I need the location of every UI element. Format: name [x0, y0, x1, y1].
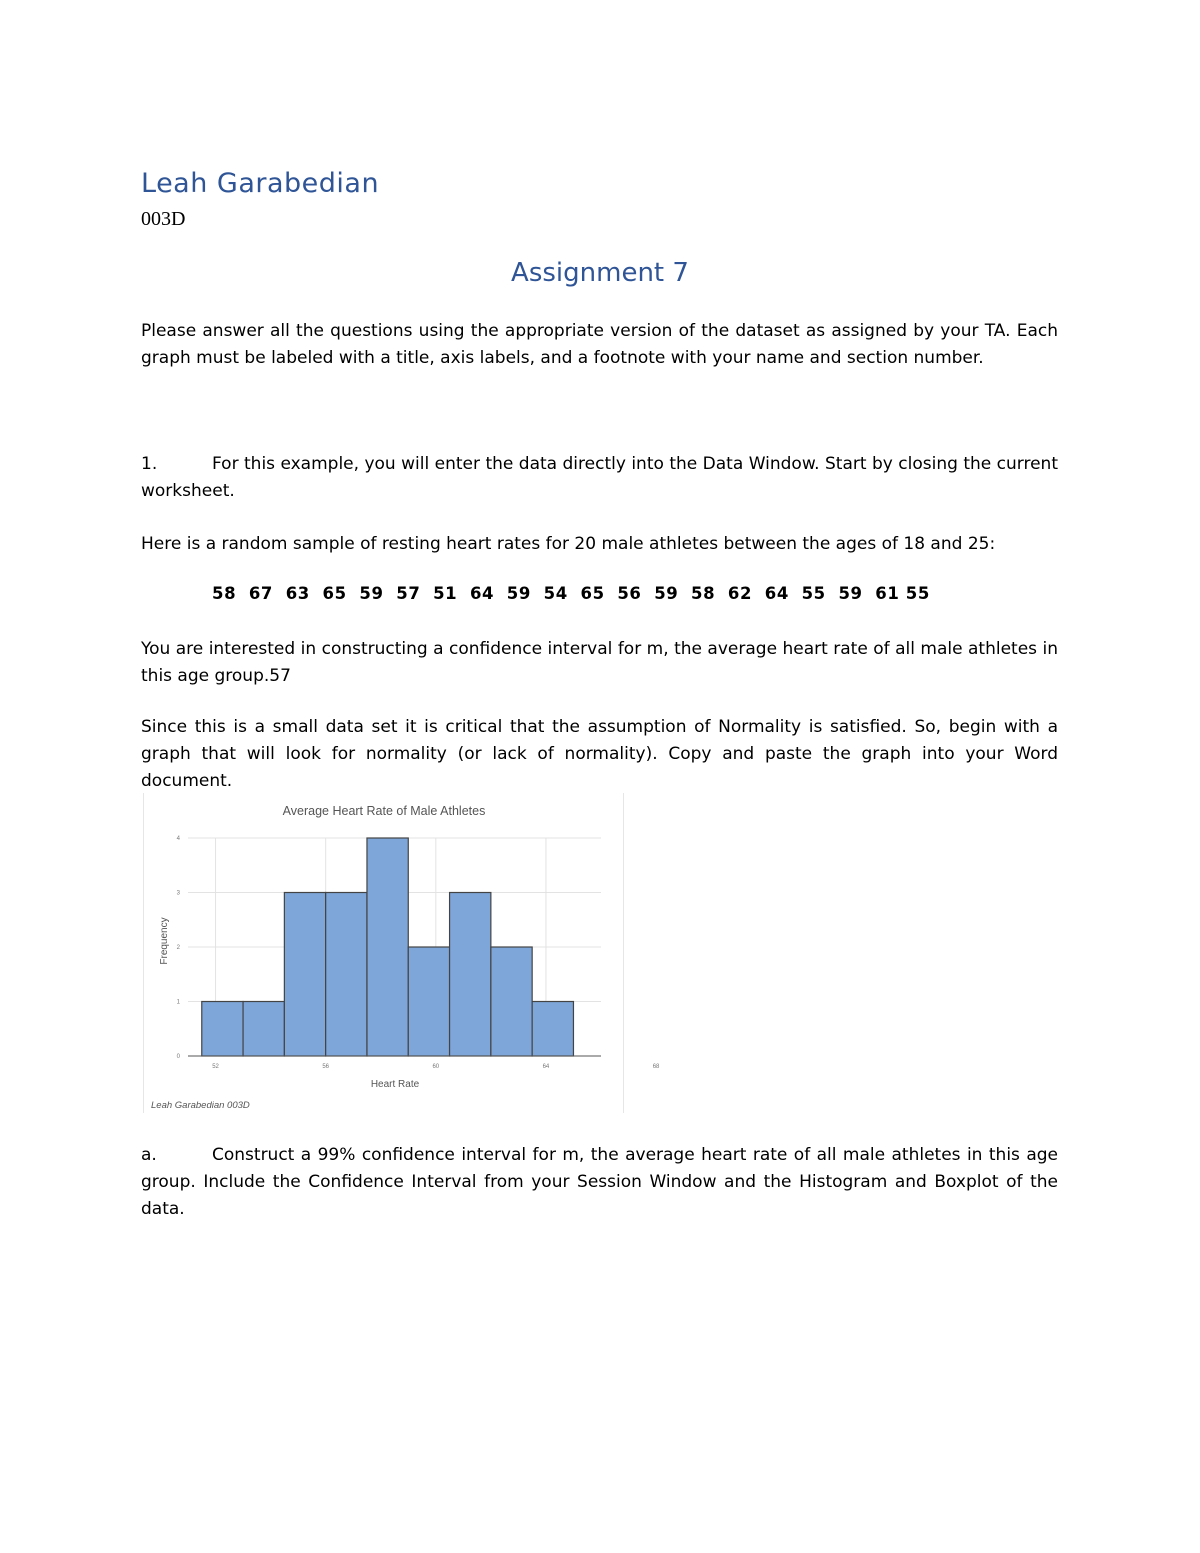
question-1-intro-text: For this example, you will enter the data directly into the Data Window. Start by closing the current worksheet.: [141, 454, 1058, 501]
chart-footnote: Leah Garabedian 003D: [151, 1100, 250, 1111]
y-tick-label: 2: [176, 945, 180, 951]
histogram-chart: [143, 793, 660, 1113]
part-a-label: a.: [141, 1145, 157, 1165]
histogram-bar: [202, 1002, 243, 1057]
question-1-intro: [141, 451, 1058, 505]
histogram-bar: [284, 893, 325, 1057]
x-tick-label: 52: [212, 1064, 219, 1070]
x-tick-labels: [212, 1064, 660, 1070]
histogram-bar: [450, 893, 491, 1057]
part-a-text: Construct a 99% confidence interval for m, the average heart rate of all male athletes in this age group. Include the Confidence Interval from your Session Window and the Histogram and Boxplot of the data.: [141, 1145, 1058, 1219]
histogram-bar: [491, 947, 532, 1056]
sample-description: Here is a random sample of resting heart rates for 20 male athletes between the ages of 18 and 25:: [141, 534, 996, 554]
instructions-paragraph: Please answer all the questions using the appropriate version of the dataset as assigned by your TA. Each graph must be labeled with a title, axis labels, and a footnote with your name and section number.: [141, 321, 1058, 368]
section-number: 003D: [141, 208, 186, 230]
x-axis-label: Heart Rate: [370, 1079, 420, 1090]
histogram-bar: [408, 947, 449, 1056]
x-tick-label: 56: [322, 1064, 330, 1070]
y-axis-label: Frequency: [159, 917, 170, 965]
question-1-number: 1.: [141, 454, 158, 474]
x-tick-label: 60: [432, 1064, 440, 1070]
histogram-bar: [243, 1002, 284, 1057]
y-tick-label: 1: [176, 999, 180, 1006]
histogram-bar: [326, 893, 367, 1057]
histogram-bar: [367, 838, 408, 1056]
x-tick-label: 64: [542, 1064, 550, 1070]
heart-rate-data: 58 67 63 65 59 57 51 64 59 54 65 56 59 58 62 64 55 59 61 55: [212, 584, 930, 603]
histogram-bar: [532, 1002, 573, 1057]
y-tick-labels: [177, 836, 181, 1060]
y-tick-label: 3: [176, 890, 180, 897]
normality-paragraph: Since this is a small data set it is critical that the assumption of Normality is satisfied. So, begin with a graph that will look for normality (or lack of normality). Copy and paste the graph into your Word document.: [141, 717, 1058, 791]
chart-title: Average Heart Rate of Male Athletes: [282, 804, 486, 818]
part-a-question: [141, 1142, 1058, 1223]
y-tick-label: 4: [176, 836, 180, 842]
y-tick-label: 0: [176, 1054, 180, 1060]
histogram-svg: [143, 793, 660, 1113]
assignment-title: Assignment 7: [511, 258, 689, 288]
student-name: Leah Garabedian: [141, 168, 380, 199]
interest-paragraph: You are interested in constructing a confidence interval for m, the average heart rate of all male athletes in this age group.57: [141, 639, 1058, 686]
x-tick-label: 68: [652, 1064, 660, 1070]
